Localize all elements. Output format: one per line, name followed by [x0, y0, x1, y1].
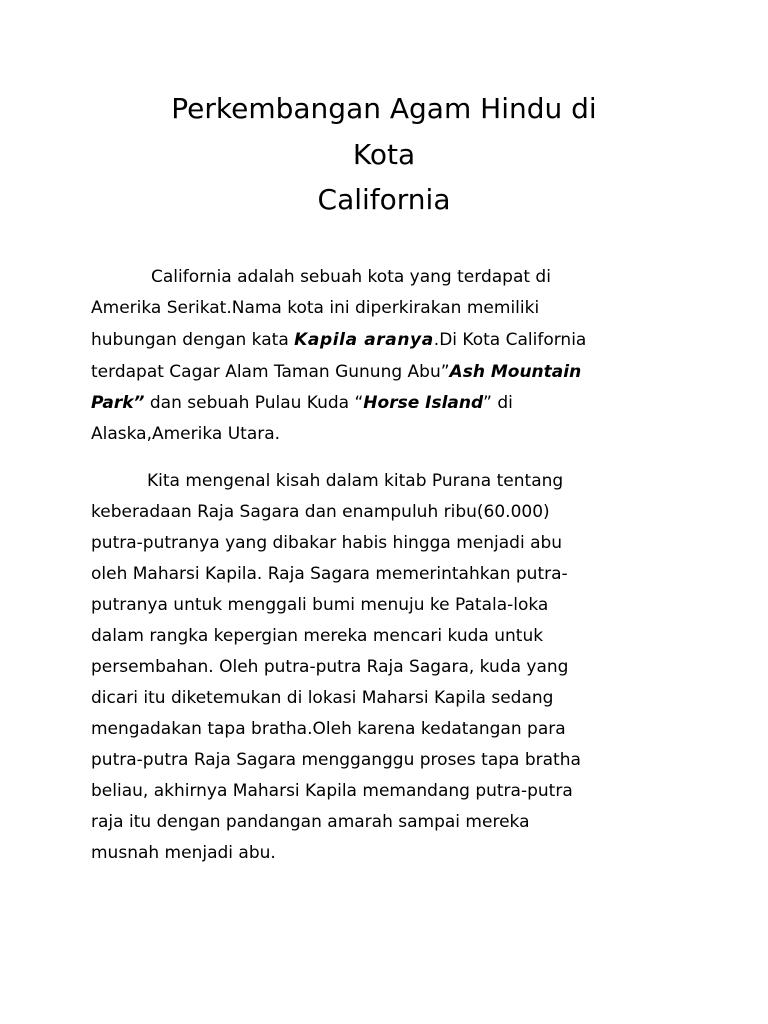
text-run: dan sebuah Pulau Kuda “	[144, 393, 364, 413]
text-run: hubungan dengan kata	[91, 330, 295, 350]
paragraph-1-line-3	[91, 324, 691, 357]
paragraph-2	[91, 466, 691, 869]
paragraph-2-line: dicari itu diketemukan di lokasi Maharsi Kapila sedang	[91, 688, 554, 708]
paragraph-2-line: dalam rangka kepergian mereka mencari kuda untuk	[91, 626, 544, 646]
document-subtitle: California	[317, 183, 451, 216]
paragraph-1-line-5	[91, 388, 691, 419]
emphasized-term: Park”	[91, 393, 145, 413]
text-run: ”	[483, 393, 492, 413]
emphasized-term: Kapila aranya	[294, 330, 434, 350]
text-run: di	[491, 393, 513, 413]
paragraph-2-line: putranya untuk menggali bumi menuju ke Patala-loka	[91, 595, 549, 615]
title-line-2: Kota	[352, 138, 416, 171]
paragraph-2-line: Kita mengenal kisah dalam kitab Purana tentang	[147, 471, 564, 491]
document-title	[60, 86, 708, 178]
paragraph-2-line: persembahan. Oleh putra-putra Raja Sagara, kuda yang	[91, 657, 569, 677]
paragraph-2-line: musnah menjadi abu.	[91, 843, 276, 863]
paragraph-1-line-2: Amerika Serikat.Nama kota ini diperkirakan memiliki	[91, 298, 540, 318]
emphasized-term: Horse Island	[363, 393, 484, 413]
paragraph-2-line: oleh Maharsi Kapila. Raja Sagara memerintahkan putra-	[91, 564, 568, 584]
paragraph-1	[91, 262, 691, 450]
paragraph-1-line-4	[91, 357, 691, 388]
paragraph-2-line: putra-putranya yang dibakar habis hingga menjadi abu	[91, 533, 563, 553]
title-line-1: Perkembangan Agam Hindu di	[171, 92, 597, 125]
text-run: terdapat Cagar Alam Taman Gunung Abu”	[91, 362, 450, 382]
paragraph-2-line: beliau, akhirnya Maharsi Kapila memandang putra-putra	[91, 781, 573, 801]
paragraph-2-line: raja itu dengan pandangan amarah sampai mereka	[91, 812, 530, 832]
text-run: .Di Kota California	[433, 330, 587, 350]
paragraph-1-line-6: Alaska,Amerika Utara.	[91, 424, 281, 444]
paragraph-2-line: keberadaan Raja Sagara dan enampuluh ribu(60.000)	[91, 502, 550, 522]
paragraph-2-line: mengadakan tapa bratha.Oleh karena kedatangan para	[91, 719, 566, 739]
emphasized-term: Ash Mountain	[449, 362, 582, 382]
paragraph-2-line: putra-putra Raja Sagara mengganggu proses tapa bratha	[91, 750, 581, 770]
paragraph-1-line-1: California adalah sebuah kota yang terdapat di	[151, 267, 551, 287]
